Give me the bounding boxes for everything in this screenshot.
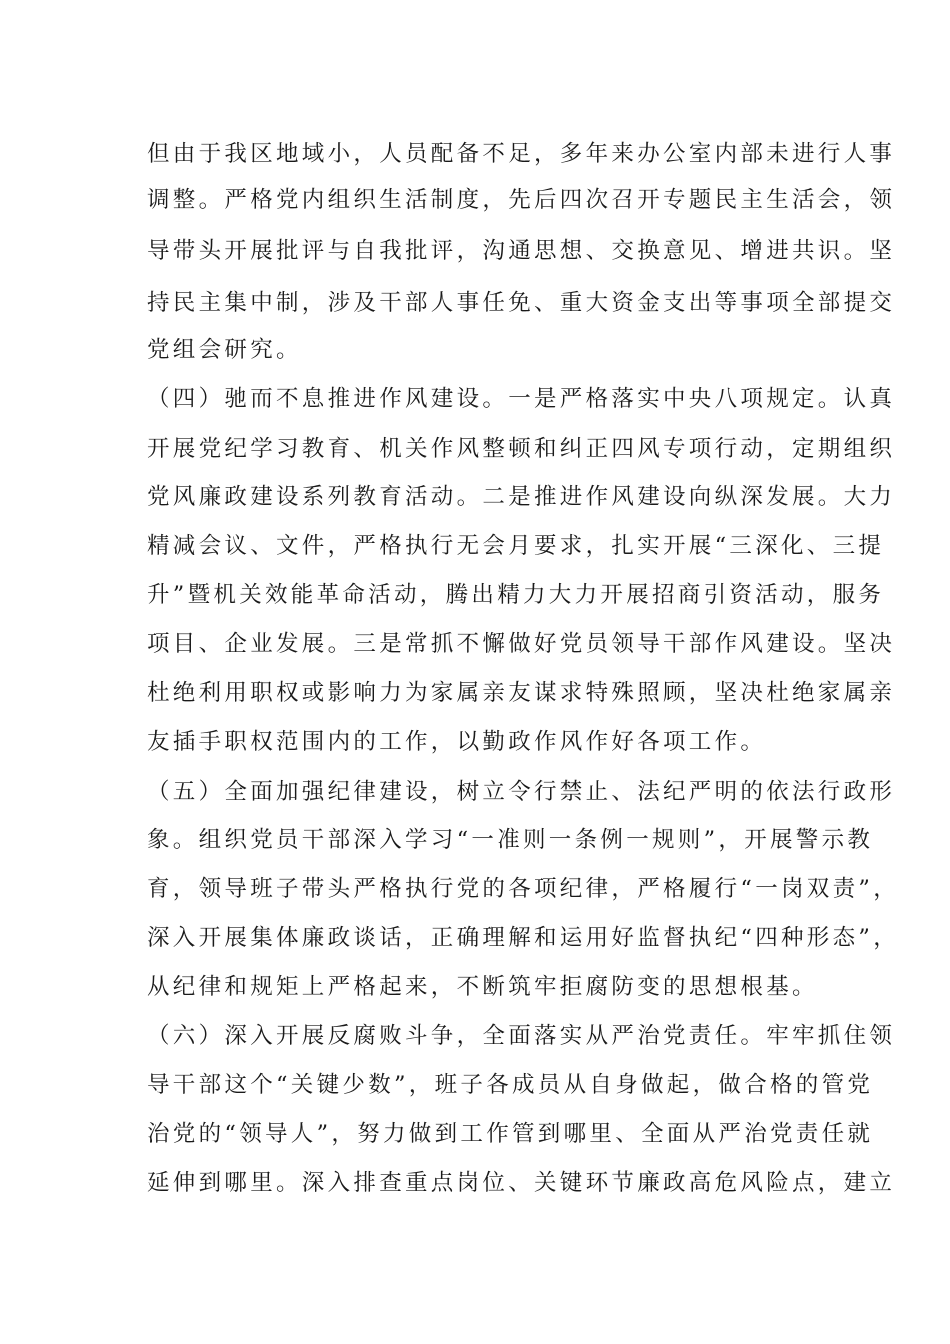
paragraph-heading-line: （六）深入开展反腐败斗争，全面落实从严治党责任。牢牢抓住领	[147, 1023, 896, 1049]
text-line: 导干部这个“关键少数”，班子各成员从自身做起，做合格的管党	[147, 1072, 874, 1098]
text-line: 调整。严格党内组织生活制度，先后四次召开专题民主生活会，领	[147, 187, 896, 213]
text-line: 开展党纪学习教育、机关作风整顿和纠正四风专项行动，定期组织	[147, 436, 896, 462]
text-line: 友插手职权范围内的工作，以勤政作风作好各项工作。	[147, 729, 767, 755]
text-line: 深入开展集体廉政谈话，正确理解和运用好监督执纪“四种形态”，	[147, 925, 900, 951]
text-line: 党风廉政建设系列教育活动。二是推进作风建设向纵深发展。大力	[147, 484, 896, 510]
paragraph-heading-line: （四）驰而不息推进作风建设。一是严格落实中央八项规定。认真	[147, 386, 896, 412]
text-line: 精减会议、文件，严格执行无会月要求，扎实开展“三深化、三提	[147, 533, 885, 559]
text-line: 党组会研究。	[147, 337, 302, 363]
text-line: 杜绝利用职权或影响力为家属亲友谋求特殊照顾，坚决杜绝家属亲	[147, 680, 896, 706]
text-line: 治党的“领导人”，努力做到工作管到哪里、全面从严治党责任就	[147, 1121, 874, 1147]
text-line: 升”暨机关效能革命活动，腾出精力大力开展招商引资活动，服务	[147, 582, 885, 608]
text-line: 象。组织党员干部深入学习“一准则一条例一规则”，开展警示教	[147, 827, 874, 853]
text-line: 但由于我区地域小，人员配备不足，多年来办公室内部未进行人事	[147, 141, 896, 167]
text-line: 项目、企业发展。三是常抓不懈做好党员领导干部作风建设。坚决	[147, 631, 896, 657]
text-line: 导带头开展批评与自我批评，沟通思想、交换意见、增进共识。坚	[147, 238, 896, 264]
text-line: 持民主集中制，涉及干部人事任免、重大资金支出等事项全部提交	[147, 290, 896, 316]
paragraph-heading-line: （五）全面加强纪律建设，树立令行禁止、法纪严明的依法行政形	[147, 779, 896, 805]
text-line: 延伸到哪里。深入排查重点岗位、关键环节廉政高危风险点，建立	[147, 1170, 896, 1196]
text-line: 育，领导班子带头严格执行党的各项纪律，严格履行“一岗双责”，	[147, 876, 900, 902]
text-line: 从纪律和规矩上严格起来，不断筑牢拒腐防变的思想根基。	[147, 974, 818, 1000]
